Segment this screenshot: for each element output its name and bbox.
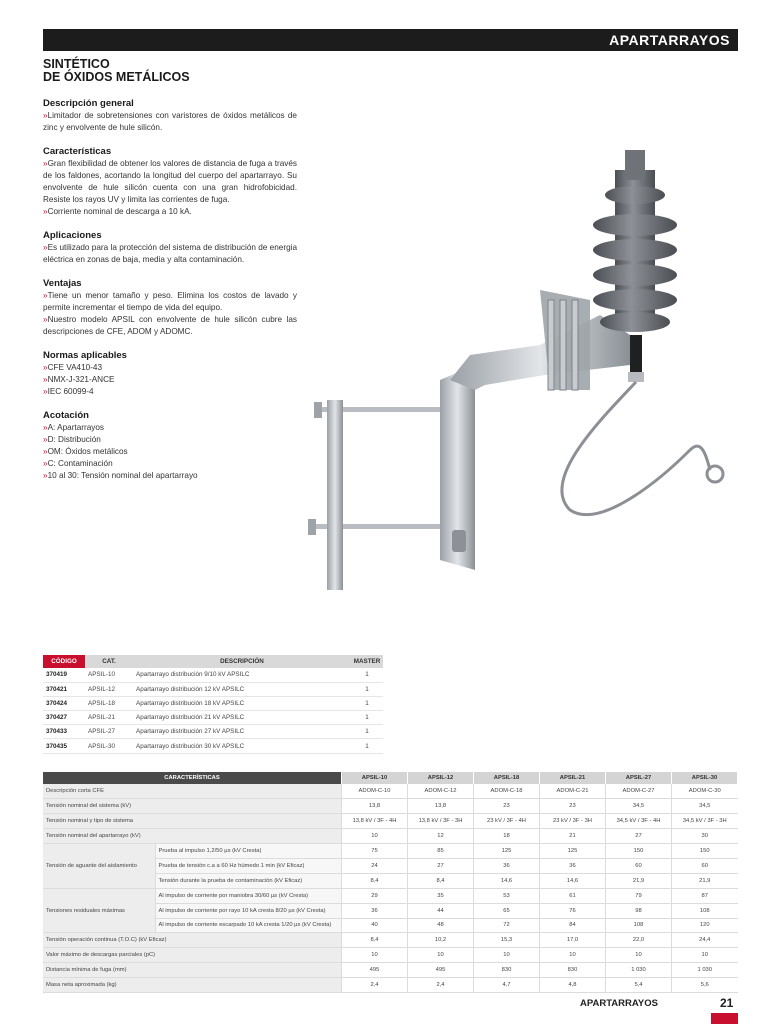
spec-value: 4,7: [474, 978, 540, 993]
section-item: »A: Apartarrayos: [43, 423, 104, 432]
col-descripcion: DESCRIPCIÓN: [133, 655, 351, 668]
spec-value: 830: [540, 963, 606, 978]
spec-label: Tensión nominal y tipo de sistema: [43, 814, 342, 829]
spec-value: 18: [474, 829, 540, 844]
spec-value: 108: [606, 918, 672, 933]
spec-label: Masa neta aproximada (kg): [43, 978, 342, 993]
spec-value: 120: [672, 918, 738, 933]
section-item: »NMX-J-321-ANCE: [43, 375, 115, 384]
spec-value: 36: [540, 858, 606, 873]
footer-accent-bar: [711, 1013, 738, 1024]
spec-sublabel: Tensión durante la prueba de contaminación (kV Eficaz): [155, 873, 342, 888]
spec-value: 13,8: [342, 799, 408, 814]
col-model: APSIL-30: [672, 772, 738, 784]
spec-value: 30: [672, 829, 738, 844]
section-descripcion: [43, 98, 297, 134]
spec-value: 24,4: [672, 933, 738, 948]
heading-line-1: SINTÉTICO: [43, 57, 110, 71]
section-item: »10 al 30: Tensión nominal del apartarrayo: [43, 471, 198, 480]
section-item: »Limitador de sobretensiones con varistores de óxidos metálicos de zinc y envolvente de hule silicón.: [43, 111, 297, 132]
section-acotacion: [43, 410, 297, 482]
table-row: [43, 978, 738, 993]
spec-value: ADOM-C-30: [672, 784, 738, 799]
spec-value: 8,4: [342, 873, 408, 888]
spec-value: 10,2: [408, 933, 474, 948]
table-row: 370424 APSIL-18 Apartarrayo distribución 18 kV APSILC 1: [43, 696, 383, 710]
spec-value: 15,3: [474, 933, 540, 948]
spec-value: 10: [672, 948, 738, 963]
spec-value: 34,5 kV / 3F - 3H: [672, 814, 738, 829]
spec-value: 23: [474, 799, 540, 814]
col-model: APSIL-18: [474, 772, 540, 784]
spec-value: ADOM-C-21: [540, 784, 606, 799]
spec-value: 65: [474, 903, 540, 918]
spec-value: 21,9: [672, 873, 738, 888]
spec-label: Tensión operación continua (T.O.C) (kV Eficaz): [43, 933, 342, 948]
spec-value: 10: [342, 948, 408, 963]
spec-value: 23: [540, 799, 606, 814]
spec-value: 85: [408, 844, 474, 859]
spec-value: 34,5: [672, 799, 738, 814]
spec-label: Valor máximo de descargas parciales (pC): [43, 948, 342, 963]
catalog-table: [43, 655, 383, 754]
spec-value: 13,8 kV / 3F - 3H: [408, 814, 474, 829]
spec-value: ADOM-C-10: [342, 784, 408, 799]
spec-label: Descripción corta CFE: [43, 784, 342, 799]
spec-label: Tensión nominal del sistema (kV): [43, 799, 342, 814]
section-item: »C: Contaminación: [43, 459, 113, 468]
section-item: »Corriente nominal de descarga a 10 kA.: [43, 207, 192, 216]
table-row: [43, 844, 738, 859]
header-bar: [43, 29, 738, 51]
spec-value: 22,0: [606, 933, 672, 948]
spec-value: 495: [408, 963, 474, 978]
page-category-title: APARTARRAYOS: [609, 32, 730, 48]
spec-value: 35: [408, 888, 474, 903]
spec-label: Distancia mínima de fuga (mm): [43, 963, 342, 978]
spec-value: ADOM-C-27: [606, 784, 672, 799]
product-heading: [43, 58, 190, 84]
spec-value: 23 kV / 3F - 3H: [540, 814, 606, 829]
spec-value: 75: [342, 844, 408, 859]
table-row: [43, 784, 738, 799]
spec-value: 10: [540, 948, 606, 963]
section-ventajas: [43, 278, 297, 338]
section-item: »D: Distribución: [43, 435, 101, 444]
table-row: [43, 799, 738, 814]
section-title: Características: [43, 146, 112, 157]
spec-value: 10: [474, 948, 540, 963]
spec-value: ADOM-C-18: [474, 784, 540, 799]
spec-value: 29: [342, 888, 408, 903]
spec-value: 13,8 kV / 3F - 4H: [342, 814, 408, 829]
spec-value: 8,4: [408, 873, 474, 888]
col-model: APSIL-12: [408, 772, 474, 784]
col-cat: CAT.: [85, 655, 133, 668]
page-number: 21: [720, 996, 734, 1010]
spec-value: 34,5 kV / 3F - 4H: [606, 814, 672, 829]
section-item: »Nuestro modelo APSIL con envolvente de hule silicón cubre las descripciones de CFE, ADOM y ADOMC.: [43, 315, 297, 336]
table-row: 370421 APSIL-12 Apartarrayo distribución 12 kV APSILC 1: [43, 682, 383, 696]
spec-value: 60: [606, 858, 672, 873]
spec-value: 125: [474, 844, 540, 859]
table-row: 370435 APSIL-30 Apartarrayo distribución 30 kV APSILC 1: [43, 739, 383, 753]
spec-value: 53: [474, 888, 540, 903]
spec-value: 27: [408, 858, 474, 873]
spec-value: 36: [342, 903, 408, 918]
section-item: »Tiene un menor tamaño y peso. Elimina los costos de lavado y permite incrementar el tiempo de vida del equipo.: [43, 291, 297, 312]
section-item: »Es utilizado para la protección del sistema de distribución de energia eléctrica en zonas de baja, media y alta contaminación.: [43, 243, 297, 264]
spec-value: 36: [474, 858, 540, 873]
spec-value: 40: [342, 918, 408, 933]
spec-sublabel: Al impulso de corriente por rayo 10 kA cresta 8/20 µs (kV Cresta): [155, 903, 342, 918]
table-row: [43, 948, 738, 963]
section-title: Aplicaciones: [43, 230, 102, 241]
table-row: [43, 814, 738, 829]
spec-value: 60: [672, 858, 738, 873]
spec-value: 76: [540, 903, 606, 918]
spec-value: 2,4: [408, 978, 474, 993]
col-caracteristicas: CARACTERÍSTICAS: [43, 772, 342, 784]
col-codigo: CÓDIGO: [43, 655, 85, 668]
spec-value: 98: [606, 903, 672, 918]
spec-value: 125: [540, 844, 606, 859]
description-column: [43, 98, 297, 494]
spec-value: 4,8: [540, 978, 606, 993]
spec-value: 72: [474, 918, 540, 933]
section-item: »CFE VA410-43: [43, 363, 103, 372]
table-row: 370433 APSIL-27 Apartarrayo distribución 27 kV APSILC 1: [43, 725, 383, 739]
spec-value: 87: [672, 888, 738, 903]
spec-value: 84: [540, 918, 606, 933]
spec-value: 27: [606, 829, 672, 844]
spec-label: Tensión nominal del apartarrayo (kV): [43, 829, 342, 844]
spec-value: 13,8: [408, 799, 474, 814]
table-row: [43, 829, 738, 844]
spec-value: 79: [606, 888, 672, 903]
table-row: [43, 888, 738, 903]
spec-value: 150: [606, 844, 672, 859]
section-item: »Gran flexibilidad de obtener los valores de distancia de fuga a través de los faldones, acortando la longitud del cuerpo del apartarrayo. Su envolvente de hule silicón cuenta con una gran hidrofobicidad. Resiste los rayos UV y limita las corrientes de fuga.: [43, 159, 297, 204]
spec-value: 8,4: [342, 933, 408, 948]
heading-line-2: DE ÓXIDOS METÁLICOS: [43, 70, 190, 84]
spec-value: 108: [672, 903, 738, 918]
spec-value: 10: [408, 948, 474, 963]
spec-value: 14,6: [474, 873, 540, 888]
spec-value: 12: [408, 829, 474, 844]
spec-sublabel: Al impulso de corriente escarpado 10 kA cresta 1/20 µs (kV Cresta): [155, 918, 342, 933]
table-row: 370419 APSIL-10 Apartarrayo distribución 9/10 kV APSILC 1: [43, 668, 383, 682]
section-title: Ventajas: [43, 278, 82, 289]
section-aplicaciones: [43, 230, 297, 266]
spec-value: 1 030: [606, 963, 672, 978]
spec-value: 17,0: [540, 933, 606, 948]
spec-value: 495: [342, 963, 408, 978]
spec-value: 34,5: [606, 799, 672, 814]
spec-group-label: Tensión de aguante del aislamiento: [43, 844, 155, 889]
col-model: APSIL-10: [342, 772, 408, 784]
spec-value: 5,4: [606, 978, 672, 993]
specs-table: [43, 772, 738, 993]
spec-value: 1 030: [672, 963, 738, 978]
table-row: [43, 933, 738, 948]
section-title: Acotación: [43, 410, 89, 421]
spec-value: 48: [408, 918, 474, 933]
spec-value: 14,6: [540, 873, 606, 888]
spec-value: 24: [342, 858, 408, 873]
spec-sublabel: Prueba de tensión c.a a 60 Hz húmedo 1 min (kV Eficaz): [155, 858, 342, 873]
table-row: [43, 963, 738, 978]
spec-value: 23 kV / 3F - 4H: [474, 814, 540, 829]
spec-value: 21,9: [606, 873, 672, 888]
spec-sublabel: Al impulso de corriente por maniobra 30/60 µs (kV Cresta): [155, 888, 342, 903]
col-model: APSIL-27: [606, 772, 672, 784]
section-caracteristicas: [43, 146, 297, 218]
spec-value: 830: [474, 963, 540, 978]
spec-value: 5,6: [672, 978, 738, 993]
spec-group-label: Tensiones residuales máximas: [43, 888, 155, 933]
spec-value: 44: [408, 903, 474, 918]
section-normas: [43, 350, 297, 398]
section-title: Descripción general: [43, 98, 134, 109]
spec-sublabel: Prueba al impulso 1,2/50 µs (kV Cresta): [155, 844, 342, 859]
footer-category: APARTARRAYOS: [580, 998, 658, 1009]
spec-value: 61: [540, 888, 606, 903]
spec-value: 2,4: [342, 978, 408, 993]
section-item: »OM: Óxidos metálicos: [43, 447, 128, 456]
section-title: Normas aplicables: [43, 350, 127, 361]
surge-arrester-photo: [300, 150, 760, 600]
spec-value: ADOM-C-12: [408, 784, 474, 799]
col-model: APSIL-21: [540, 772, 606, 784]
spec-value: 10: [342, 829, 408, 844]
col-master: MASTER: [351, 655, 383, 668]
spec-value: 150: [672, 844, 738, 859]
spec-value: 10: [606, 948, 672, 963]
spec-value: 21: [540, 829, 606, 844]
table-row: 370427 APSIL-21 Apartarrayo distribución 21 kV APSILC 1: [43, 711, 383, 725]
section-item: »IEC 60099-4: [43, 387, 94, 396]
